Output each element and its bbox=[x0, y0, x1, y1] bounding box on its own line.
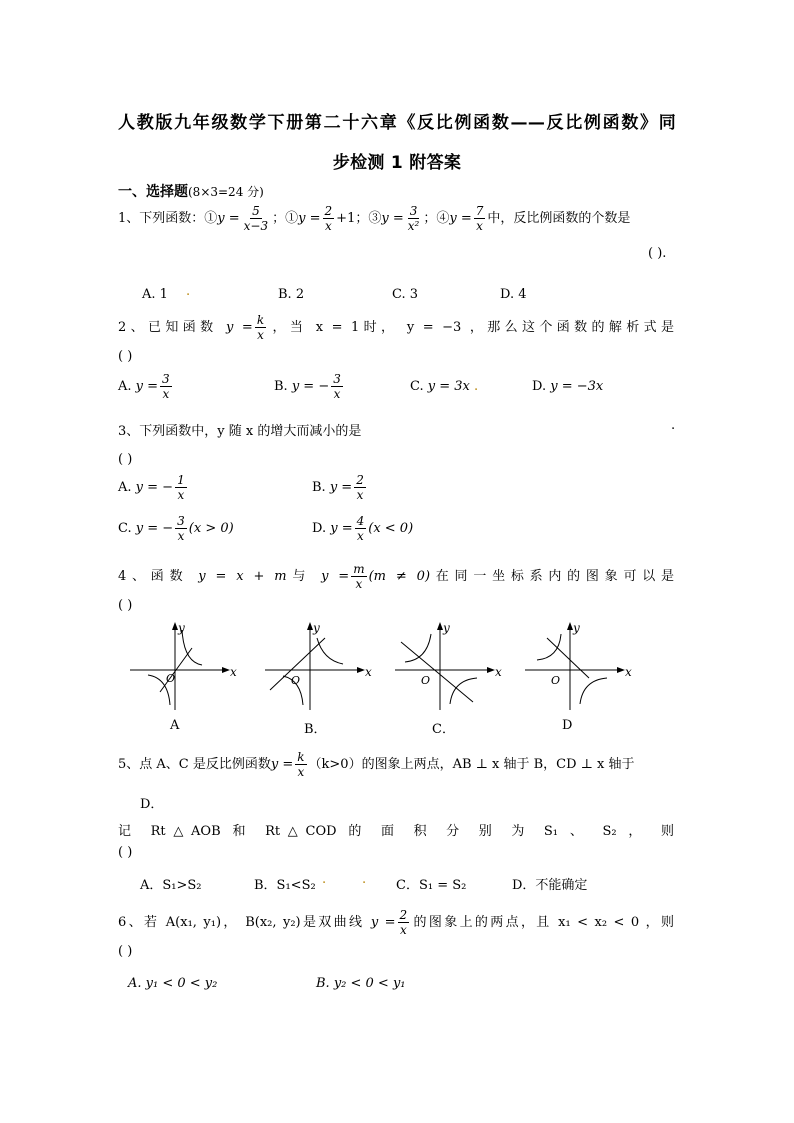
question-2: 2、已知函数 y = $\frac{k}{x}$ ，当 x = 1时， y = −3 ，那么这个函数的解析式是 bbox=[118, 313, 674, 342]
page-title-line1: 人教版九年级数学下册第二十六章《反比例函数——反比例函数》同 bbox=[118, 113, 676, 133]
graph-b-axis-x: x bbox=[365, 665, 372, 679]
q1-frac1: $\frac{5}{x-3}$ bbox=[243, 204, 269, 233]
section-score: (8×3=24 分) bbox=[188, 185, 264, 199]
q5-answer-paren: ( ) bbox=[118, 845, 133, 860]
page-title-line2: 步检测 1 附答案 bbox=[332, 153, 462, 173]
q3-option-c: C. y = − $\frac{3}{x}$ (x > 0) bbox=[118, 514, 234, 543]
graph-d-origin: O bbox=[551, 674, 561, 687]
graph-d bbox=[525, 620, 635, 710]
q6-option-b: B. y₂ < 0 < y₁ bbox=[316, 976, 406, 991]
q5-mark-2: . bbox=[362, 872, 367, 887]
graph-a-axis-y: y bbox=[178, 621, 185, 635]
q3-mark: . bbox=[671, 418, 676, 433]
q6-answer-paren: ( ) bbox=[118, 944, 133, 959]
question-3: 3、下列函数中，y 随 x 的增大而减小的是 bbox=[118, 424, 362, 439]
q1-option-a: A. 1 bbox=[142, 287, 168, 302]
graph-a bbox=[130, 620, 240, 710]
q1-mark: . bbox=[186, 284, 191, 299]
graph-d-label: D bbox=[562, 718, 573, 733]
q2-option-a: A. y = $\frac{3}{x}$ bbox=[118, 372, 170, 401]
graph-d-axis-x: x bbox=[625, 665, 632, 679]
q5-option-b: B．S₁<S₂ bbox=[254, 878, 316, 893]
q5-line3: 记 Rt△AOB 和 Rt△COD 的 面 积 分 别 为 S₁ 、 S₂ ， 则 bbox=[118, 824, 674, 839]
q1-answer-paren: ( ). bbox=[648, 246, 667, 261]
q3-option-a: A. y = − $\frac{1}{x}$ bbox=[118, 473, 185, 502]
graph-a-origin: O bbox=[166, 672, 176, 685]
graph-d-axis-y: y bbox=[573, 621, 580, 635]
graph-b bbox=[265, 620, 375, 710]
question-4: 4、函数 y = x + m与 y = $\frac{m}{x}$ (m ≠ 0)在同一坐标系内的图象可以是 bbox=[118, 562, 674, 591]
section-name: 一、选择题 bbox=[118, 184, 188, 200]
question-6: 6、若 A(x₁, y₁)， B(x₂, y₂)是双曲线 y = $\frac{2}{x}$ 的图象上的两点，且 x₁ < x₂ < 0 ，则 bbox=[118, 908, 674, 937]
q5-option-a: A．S₁>S₂ bbox=[140, 878, 202, 893]
graph-b-origin: O bbox=[291, 674, 301, 687]
q2-option-c: C. y = 3x . bbox=[410, 379, 479, 394]
q1-frac4: $\frac{7}{x}$ bbox=[475, 204, 484, 233]
graph-a-axis-x: x bbox=[230, 665, 237, 679]
graph-c-label: C． bbox=[432, 722, 455, 737]
q2-option-b: B. y = − $\frac{3}{x}$ bbox=[274, 372, 341, 401]
question-5: 5、点 A、C 是反比例函数y = $\frac{k}{x}$ （k>0）的图象上两点，AB ⊥ x 轴于 B，CD ⊥ x 轴于 bbox=[118, 750, 635, 779]
graph-c-origin: O bbox=[421, 674, 431, 687]
graph-b-axis-y: y bbox=[313, 621, 320, 635]
q5-option-c: C．S₁ = S₂ bbox=[396, 878, 467, 893]
q3-answer-paren: ( ) bbox=[118, 452, 133, 467]
q3-option-d: D. y = $\frac{4}{x}$ (x < 0) bbox=[312, 514, 414, 543]
graph-a-label: A bbox=[170, 718, 180, 733]
q1-suffix: 中，反比例函数的个数是 bbox=[487, 211, 631, 226]
q1-frac3: $\frac{3}{\text{x²}}$ bbox=[407, 204, 420, 233]
q5-continuation: D． bbox=[140, 797, 164, 812]
q1-option-c: C. 3 bbox=[392, 287, 419, 302]
graph-c-axis-x: x bbox=[495, 665, 502, 679]
q1-option-d: D. 4 bbox=[500, 287, 527, 302]
question-1: 1、下列函数：①y = $\frac{5}{x-3}$ ；①y = $\frac{2}{x}$ +1；③y = $\frac{3}{\text{x²}}$ ；④y = $\frac{7}{x}$ 中，反比例函数的个数是 bbox=[118, 204, 631, 233]
q3-option-b: B. y = $\frac{2}{x}$ bbox=[312, 473, 364, 502]
q1-option-b: B. 2 bbox=[278, 287, 305, 302]
q6-option-a: A. y₁ < 0 < y₂ bbox=[128, 976, 218, 991]
q2-answer-paren: ( ) bbox=[118, 349, 133, 364]
q1-sep1: ； bbox=[272, 211, 286, 226]
graph-b-label: B． bbox=[304, 722, 327, 737]
q5-mark-1: . bbox=[322, 872, 327, 887]
q1-prefix: 1、下列函数：① bbox=[118, 211, 218, 226]
q4-answer-paren: ( ) bbox=[118, 598, 133, 613]
q1-expr1: y = bbox=[217, 211, 240, 226]
q1-frac2: $\frac{2}{x}$ bbox=[324, 204, 333, 233]
q5-option-d: D．不能确定 bbox=[512, 878, 588, 893]
section-heading bbox=[118, 181, 264, 201]
q2-option-d: D. y = −3x bbox=[532, 379, 604, 394]
q2-frac: $\frac{k}{x}$ bbox=[256, 313, 265, 342]
graph-c-axis-y: y bbox=[443, 621, 450, 635]
graph-c bbox=[395, 620, 505, 710]
